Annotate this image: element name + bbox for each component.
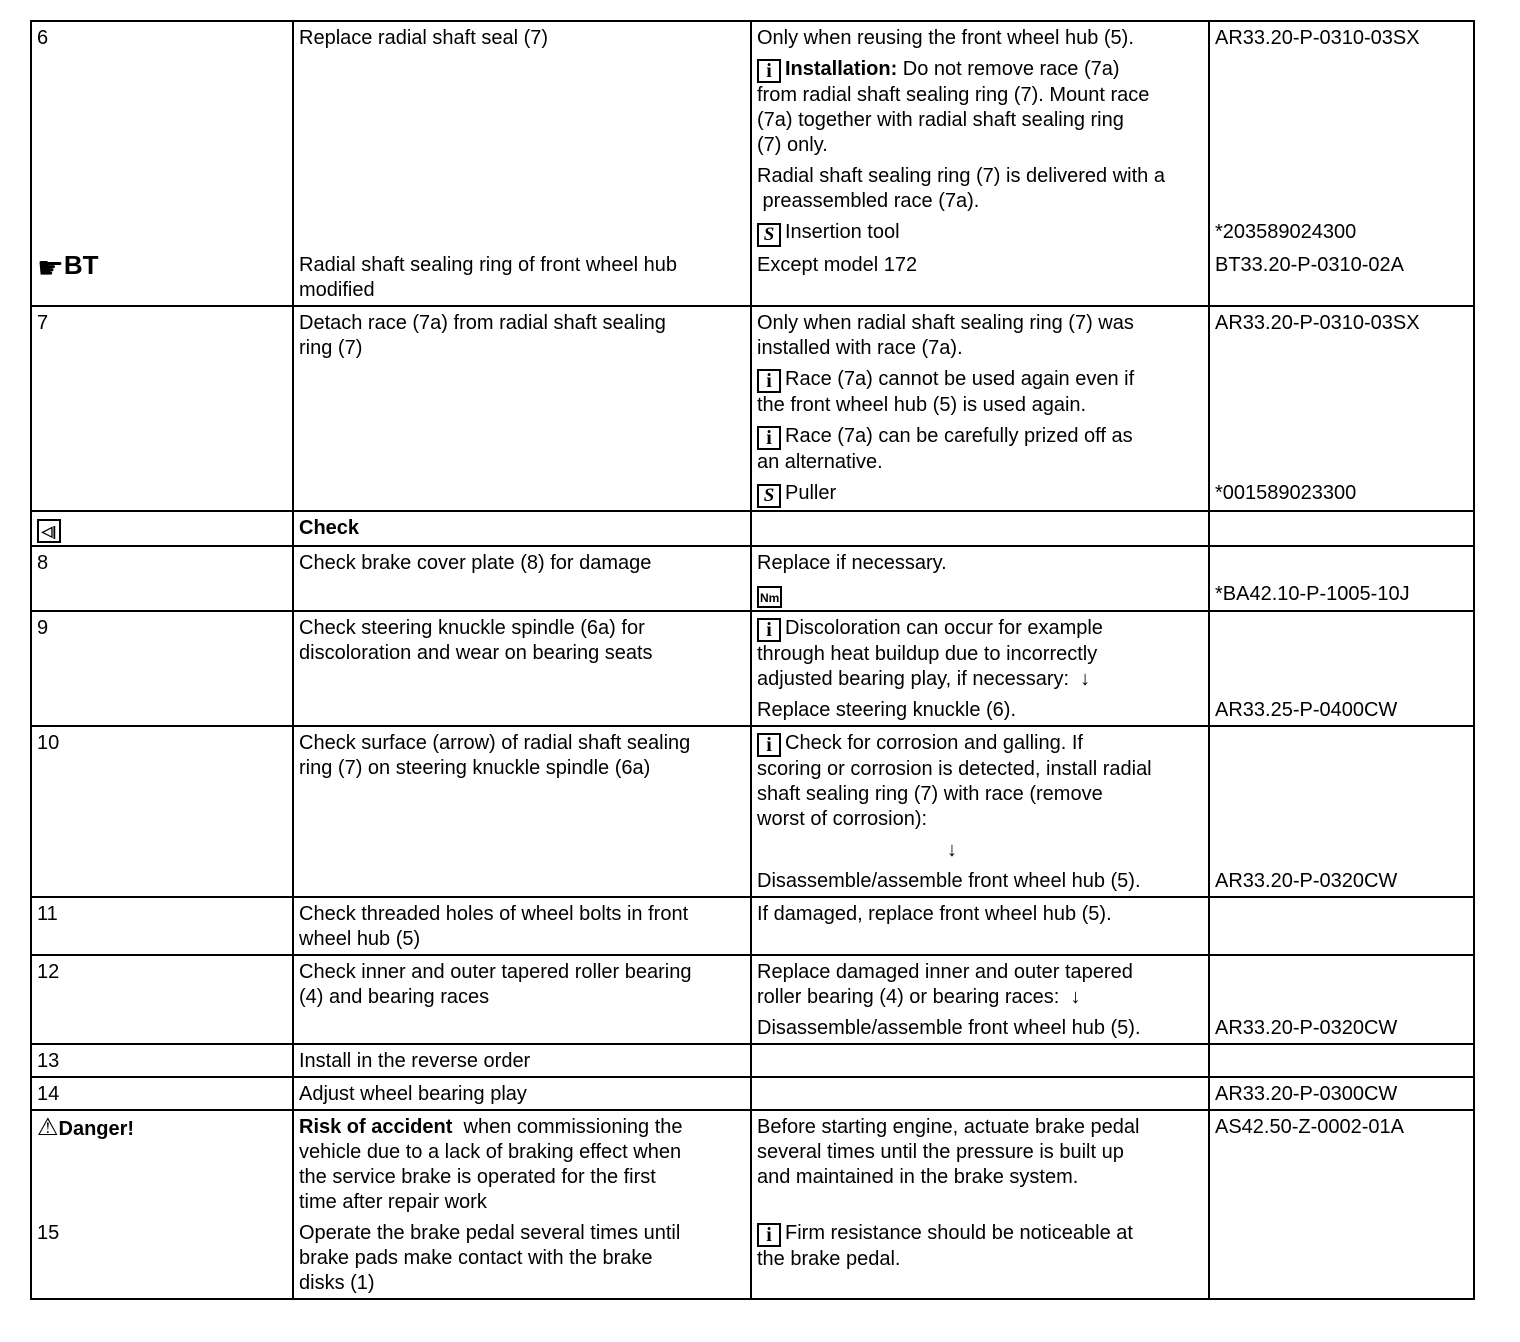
note-cell — [750, 610, 1208, 694]
note-line — [757, 869, 1202, 894]
reference-cell — [1208, 725, 1473, 865]
reference-code: AR33.20-P-0310-03SX — [1215, 27, 1420, 49]
operation-line — [299, 1082, 744, 1107]
reference-cell — [1208, 954, 1473, 1012]
operation-cell — [292, 510, 750, 545]
operation-text: Replace radial shaft seal (7) — [299, 27, 549, 49]
step-cell — [30, 578, 292, 610]
note-block — [757, 902, 1202, 927]
note-text: Insertion tool — [785, 221, 900, 243]
step-cell — [30, 725, 292, 865]
note-text: (7) only. — [757, 134, 828, 156]
reference-code: AR33.20-P-0320CW — [1215, 1017, 1398, 1039]
note-text: Firm resistance should be noticeable at — [785, 1222, 1133, 1244]
note-text: installed with race (7a). — [757, 337, 963, 359]
note-line — [757, 1140, 1202, 1165]
note-block — [757, 960, 1202, 1010]
note-line — [757, 616, 1202, 642]
danger-label: Danger! — [58, 1118, 135, 1140]
note-block — [757, 582, 1202, 608]
note-line — [757, 253, 1202, 278]
operation-line — [299, 756, 744, 781]
note-text: Replace if necessary. — [757, 552, 947, 574]
reference-cell — [1208, 216, 1473, 249]
note-cell — [750, 1043, 1208, 1076]
note-block — [757, 838, 1202, 863]
note-line — [757, 757, 1202, 782]
note-line — [757, 367, 1202, 393]
reference-cell — [1208, 1217, 1473, 1298]
note-text: and maintained in the brake system. — [757, 1166, 1079, 1188]
operation-cell — [292, 578, 750, 610]
step-number: 9 — [37, 617, 49, 639]
reference-code: AR33.20-P-0300CW — [1215, 1083, 1398, 1105]
pointing-hand-icon: ☛ — [37, 252, 64, 285]
note-block — [757, 424, 1202, 475]
step-cell — [30, 20, 292, 216]
step-cell — [30, 510, 292, 545]
step-cell — [30, 694, 292, 725]
step-cell — [30, 1012, 292, 1043]
note-cell — [750, 545, 1208, 578]
operation-cell — [292, 954, 750, 1012]
operation-line — [299, 1221, 744, 1246]
repair-procedure-table — [30, 20, 1475, 1300]
note-line — [757, 336, 1202, 361]
note-text: Do not remove race (7a) — [897, 58, 1120, 80]
step-number: 7 — [37, 312, 49, 334]
reference-cell — [1208, 545, 1473, 578]
special-tool-icon: S — [757, 223, 781, 247]
note-text: Radial shaft sealing ring (7) is delivered with a — [757, 165, 1165, 187]
note-line — [757, 311, 1202, 336]
reference-cell — [1208, 477, 1473, 510]
step-cell — [30, 896, 292, 954]
note-text: Disassemble/assemble front wheel hub (5). — [757, 870, 1141, 892]
operation-text: Check threaded holes of wheel bolts in front — [299, 903, 689, 925]
note-block — [757, 551, 1202, 576]
note-line — [757, 26, 1202, 51]
operation-line — [299, 1140, 744, 1165]
reference-cell — [1208, 510, 1473, 545]
note-text: shaft sealing ring (7) with race (remove — [757, 783, 1103, 805]
operation-cell — [292, 305, 750, 477]
note-text: Race (7a) can be carefully prized off as — [785, 425, 1133, 447]
note-line — [757, 393, 1202, 418]
reference-cell — [1208, 896, 1473, 954]
note-cell — [750, 896, 1208, 954]
note-text: Puller — [785, 482, 837, 504]
operation-line — [299, 336, 744, 361]
operation-line — [299, 985, 744, 1010]
operation-line — [299, 927, 744, 952]
note-text: Only when radial shaft sealing ring (7) was — [757, 312, 1134, 334]
note-cell — [750, 305, 1208, 477]
note-cell — [750, 1012, 1208, 1043]
operation-line — [299, 641, 744, 666]
operation-text: Check surface (arrow) of radial shaft sealing — [299, 732, 691, 754]
info-icon: i — [757, 1223, 781, 1247]
step-cell — [30, 305, 292, 477]
warning-triangle-icon: ⚠ — [37, 1114, 59, 1141]
note-block — [757, 311, 1202, 361]
step-number: 13 — [37, 1050, 60, 1072]
step-number: 14 — [37, 1083, 60, 1105]
note-line — [757, 164, 1202, 189]
operation-line — [299, 1246, 744, 1271]
note-text: Race (7a) cannot be used again even if — [785, 368, 1135, 390]
operation-cell — [292, 1012, 750, 1043]
reference-cell — [1208, 865, 1473, 896]
note-line — [757, 551, 1202, 576]
operation-text: Install in the reverse order — [299, 1050, 531, 1072]
operation-text: ring (7) on steering knuckle spindle (6a) — [299, 757, 651, 779]
operation-text: vehicle due to a lack of braking effect when — [299, 1141, 682, 1163]
operation-line — [299, 1049, 744, 1074]
operation-text: ring (7) — [299, 337, 363, 359]
torque-nm-icon: Nm — [757, 586, 782, 608]
step-cell — [30, 1109, 292, 1217]
operation-cell — [292, 725, 750, 865]
reference-code: BT33.20-P-0310-02A — [1215, 254, 1405, 276]
step-number: 8 — [37, 552, 49, 574]
operation-cell — [292, 1043, 750, 1076]
operation-cell — [292, 865, 750, 896]
operation-line — [299, 26, 744, 51]
operation-text: Check inner and outer tapered roller bearing — [299, 961, 692, 983]
operation-line — [299, 902, 744, 927]
note-line — [757, 1221, 1202, 1247]
note-block — [757, 1221, 1202, 1272]
note-cell — [750, 578, 1208, 610]
note-text: (7a) together with radial shaft sealing ring — [757, 109, 1124, 131]
note-block — [757, 1016, 1202, 1041]
note-line — [757, 902, 1202, 927]
note-text: scoring or corrosion is detected, install radial — [757, 758, 1152, 780]
step-number: 6 — [37, 27, 49, 49]
operation-line — [299, 253, 744, 278]
operation-text: Radial shaft sealing ring of front wheel hub — [299, 254, 678, 276]
note-text: Check for corrosion and galling. If — [785, 732, 1083, 754]
operation-line — [299, 278, 744, 303]
note-block — [757, 481, 1202, 508]
operation-line — [299, 960, 744, 985]
operation-text: modified — [299, 279, 375, 301]
reference-cell — [1208, 1012, 1473, 1043]
operation-text: disks (1) — [299, 1272, 375, 1294]
operation-text: the service brake is operated for the first — [299, 1166, 656, 1188]
note-text: Only when reusing the front wheel hub (5). — [757, 27, 1134, 49]
operation-emphasis: Risk of accident — [299, 1116, 453, 1138]
step-cell — [30, 216, 292, 249]
note-line — [757, 481, 1202, 508]
note-text: preassembled race (7a). — [757, 190, 980, 212]
note-block — [757, 57, 1202, 158]
note-cell — [750, 1076, 1208, 1109]
note-block — [757, 367, 1202, 418]
note-block — [757, 164, 1202, 214]
operation-text: brake pads make contact with the brake — [299, 1247, 653, 1269]
info-icon: i — [757, 426, 781, 450]
step-cell — [30, 477, 292, 510]
down-arrow-icon: ↓ — [947, 839, 957, 861]
step-cell — [30, 610, 292, 694]
note-text: several times until the pressure is built up — [757, 1141, 1124, 1163]
operation-cell — [292, 1109, 750, 1217]
operation-text: time after repair work — [299, 1191, 487, 1213]
note-line — [757, 189, 1202, 214]
step-number: 12 — [37, 961, 60, 983]
step-number: 15 — [37, 1222, 60, 1244]
check-procedure-icon: ◁| — [37, 519, 61, 543]
note-text: Before starting engine, actuate brake pedal — [757, 1116, 1140, 1138]
reference-cell — [1208, 305, 1473, 477]
note-text: Except model 172 — [757, 254, 918, 276]
step-cell — [30, 954, 292, 1012]
step-number: 10 — [37, 732, 60, 754]
note-cell — [750, 20, 1208, 216]
note-line — [757, 220, 1202, 247]
note-block — [757, 869, 1202, 894]
reference-code: AS42.50-Z-0002-01A — [1215, 1116, 1405, 1138]
note-line — [757, 133, 1202, 158]
section-heading: Check — [299, 517, 360, 539]
operation-text: discoloration and wear on bearing seats — [299, 642, 653, 664]
step-number: 11 — [37, 903, 58, 925]
note-line — [757, 83, 1202, 108]
operation-line — [299, 731, 744, 756]
note-line — [757, 582, 1202, 608]
note-cell — [750, 477, 1208, 510]
reference-code: AR33.25-P-0400CW — [1215, 699, 1398, 721]
info-icon: i — [757, 59, 781, 83]
step-cell — [30, 1217, 292, 1298]
note-block — [757, 220, 1202, 247]
operation-cell — [292, 1076, 750, 1109]
note-cell — [750, 865, 1208, 896]
note-line — [757, 731, 1202, 757]
reference-code: AR33.20-P-0310-03SX — [1215, 312, 1420, 334]
operation-line — [299, 1165, 744, 1190]
note-block — [757, 731, 1202, 832]
special-tool-icon: S — [757, 484, 781, 508]
note-cell — [750, 725, 1208, 865]
info-icon: i — [757, 618, 781, 642]
note-line — [757, 1016, 1202, 1041]
operation-line — [299, 551, 744, 576]
note-line — [757, 642, 1202, 667]
step-cell — [30, 865, 292, 896]
note-block — [757, 1115, 1202, 1190]
operation-cell — [292, 249, 750, 305]
step-cell — [30, 1076, 292, 1109]
reference-code: *BA42.10-P-1005-10J — [1215, 583, 1410, 605]
operation-cell — [292, 694, 750, 725]
note-line — [757, 108, 1202, 133]
operation-cell — [292, 1217, 750, 1298]
note-block — [757, 26, 1202, 51]
operation-text: Operate the brake pedal several times until — [299, 1222, 681, 1244]
operation-text: Detach race (7a) from radial shaft sealing — [299, 312, 666, 334]
operation-text: Check steering knuckle spindle (6a) for — [299, 617, 645, 639]
note-text: If damaged, replace front wheel hub (5). — [757, 903, 1112, 925]
reference-cell — [1208, 249, 1473, 305]
note-line — [757, 782, 1202, 807]
operation-text: Adjust wheel bearing play — [299, 1083, 527, 1105]
note-text: adjusted bearing play, if necessary: ↓ — [757, 668, 1091, 690]
note-text: roller bearing (4) or bearing races: ↓ — [757, 986, 1081, 1008]
note-block — [757, 698, 1202, 723]
operation-cell — [292, 610, 750, 694]
operation-line — [299, 1190, 744, 1215]
note-cell — [750, 1109, 1208, 1217]
note-text: Disassemble/assemble front wheel hub (5). — [757, 1017, 1141, 1039]
operation-cell — [292, 20, 750, 216]
note-cell — [750, 954, 1208, 1012]
note-cell — [750, 694, 1208, 725]
operation-text: when commissioning the — [452, 1116, 683, 1138]
note-text: Replace steering knuckle (6). — [757, 699, 1017, 721]
operation-text: wheel hub (5) — [299, 928, 421, 950]
note-line — [757, 424, 1202, 450]
note-block — [757, 616, 1202, 692]
step-cell — [30, 545, 292, 578]
note-line — [757, 698, 1202, 723]
operation-text: Check brake cover plate (8) for damage — [299, 552, 652, 574]
note-cell — [750, 249, 1208, 305]
operation-line — [299, 616, 744, 641]
note-line — [757, 1165, 1202, 1190]
note-text: the brake pedal. — [757, 1248, 901, 1270]
reference-cell — [1208, 1043, 1473, 1076]
note-cell — [750, 216, 1208, 249]
note-line — [757, 450, 1202, 475]
step-cell — [30, 1043, 292, 1076]
reference-cell — [1208, 1109, 1473, 1217]
reference-code: AR33.20-P-0320CW — [1215, 870, 1398, 892]
note-text: Replace damaged inner and outer tapered — [757, 961, 1133, 983]
operation-cell — [292, 477, 750, 510]
note-line — [757, 1115, 1202, 1140]
note-line — [757, 57, 1202, 83]
note-line — [757, 667, 1202, 692]
note-line — [757, 1247, 1202, 1272]
reference-cell — [1208, 610, 1473, 694]
note-emphasis: Installation: — [785, 58, 898, 80]
note-text: from radial shaft sealing ring (7). Mount race — [757, 84, 1150, 106]
operation-line — [299, 311, 744, 336]
reference-cell — [1208, 578, 1473, 610]
note-line — [757, 985, 1202, 1010]
note-line — [757, 960, 1202, 985]
operation-line — [299, 1271, 744, 1296]
note-text: worst of corrosion): — [757, 808, 928, 830]
note-line — [757, 807, 1202, 832]
operation-text: (4) and bearing races — [299, 986, 490, 1008]
reference-cell — [1208, 20, 1473, 216]
reference-cell — [1208, 694, 1473, 725]
note-text: Discoloration can occur for example — [785, 617, 1103, 639]
note-block — [757, 253, 1202, 278]
operation-cell — [292, 545, 750, 578]
step-cell — [30, 249, 292, 305]
note-cell — [750, 510, 1208, 545]
operation-cell — [292, 896, 750, 954]
note-text: an alternative. — [757, 451, 883, 473]
reference-code: *001589023300 — [1215, 482, 1357, 504]
note-text: through heat buildup due to incorrectly — [757, 643, 1098, 665]
reference-cell — [1208, 1076, 1473, 1109]
note-text: the front wheel hub (5) is used again. — [757, 394, 1087, 416]
operation-line — [299, 1115, 744, 1140]
info-icon: i — [757, 733, 781, 757]
operation-cell — [292, 216, 750, 249]
info-icon: i — [757, 369, 781, 393]
reference-code: *203589024300 — [1215, 221, 1357, 243]
bt-label: BT — [63, 250, 99, 280]
note-cell — [750, 1217, 1208, 1298]
